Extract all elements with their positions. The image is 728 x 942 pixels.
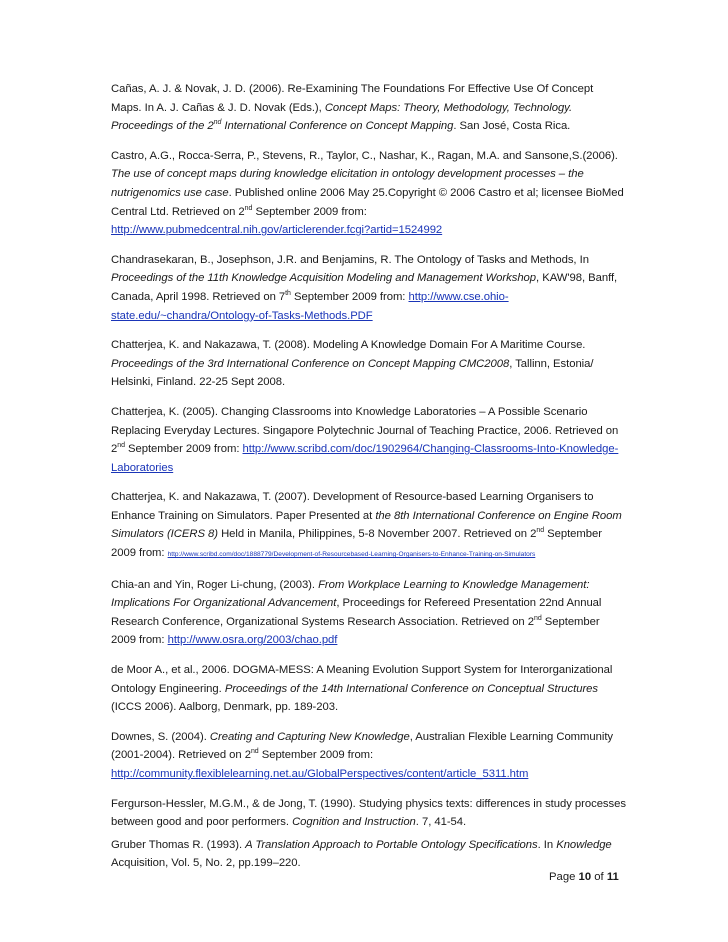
- reference-link[interactable]: http://www.cse.ohio-state.edu/~chandra/Ontology-of-Tasks-Methods.PDF: [111, 290, 509, 322]
- reference-text: Acquisition, Vol. 5, No. 2, pp.199–220.: [111, 857, 301, 870]
- reference-italic-title: International Conference on Concept Mapping: [221, 120, 454, 133]
- ordinal-superscript: nd: [117, 442, 125, 450]
- reference-text: , Australian Flexible Learning Community (2001-2004). Retrieved on 2: [111, 730, 614, 762]
- reference-text: . In: [537, 838, 557, 851]
- reference-italic-title: Knowledge: [556, 838, 612, 851]
- reference-text: . San José, Costa Rica.: [453, 120, 571, 133]
- reference-entry: [111, 251, 626, 325]
- reference-link[interactable]: http://community.flexiblelearning.net.au/GlobalPerspectives/content/article_5311.htm: [111, 768, 529, 780]
- reference-text: . Published online 2006 May 25.Copyright © 2006 Castro et al; licensee BioMed Central Ltd. Retrieved on 2: [111, 186, 624, 218]
- reference-text: Chatterjea, K. (2005). Changing Classrooms into Knowledge Laboratories – A Possible Scenario Replacing Everyday Lectures. Singapore Polytechnic Journal of Teaching Practice, 2006. Retrieved on 2: [111, 405, 619, 456]
- reference-entry: [111, 836, 626, 873]
- reference-italic-title: Cognition and Instruction: [292, 816, 416, 829]
- ordinal-superscript: nd: [534, 615, 542, 623]
- reference-italic-title: Proceedings of the 11th Knowledge Acquisition Modeling and Management Workshop: [111, 272, 537, 285]
- reference-italic-title: The use of concept maps during knowledge elicitation in ontology development processes – the nutrigenomics use case: [111, 168, 584, 199]
- reference-text: Fergurson-Hessler, M.G.M., & de Jong, T. (1990). Studying physics texts: differences in study processes between good and poor performers.: [111, 797, 626, 829]
- reference-entry: [111, 795, 626, 832]
- reference-italic-title: Proceedings of the 3rd International Conference on Concept Mapping CMC2008: [111, 357, 510, 370]
- reference-text: (ICCS 2006). Aalborg, Denmark, pp. 189-203.: [111, 701, 339, 714]
- reference-text: Chia-an and Yin, Roger Li-chung, (2003).: [111, 578, 319, 591]
- ordinal-superscript: nd: [213, 119, 222, 127]
- reference-text: Cañas, A. J. & Novak, J. D. (2006). Re-Examining The Foundations For Effective Use Of Concept Maps. In A. J. Cañas & J. D. Novak (Eds.),: [111, 83, 594, 114]
- total-pages-number: 11: [606, 871, 619, 883]
- reference-entry: [111, 147, 626, 240]
- reference-entry: [111, 728, 626, 784]
- current-page-number: 10: [578, 871, 592, 883]
- reference-entry: [111, 403, 626, 477]
- reference-text: September 2009 from:: [290, 290, 409, 303]
- reference-link[interactable]: http://www.osra.org/2003/chao.pdf: [167, 634, 338, 647]
- reference-text: , KAW'98, Banff, Canada, April 1998. Retrieved on 7: [111, 272, 618, 303]
- ordinal-superscript: th: [285, 290, 291, 298]
- page-footer: [549, 871, 619, 883]
- reference-text: September 2009 from:: [111, 615, 600, 647]
- reference-italic-title: From Workplace Learning to Knowledge Management: Implications For Organizational Advancement: [111, 578, 590, 610]
- reference-text: September 2009 from:: [252, 205, 367, 218]
- reference-italic-title: Creating and Capturing New Knowledge: [209, 730, 410, 743]
- ordinal-superscript: nd: [244, 204, 253, 212]
- reference-italic-title: the 8th International Conference on Engine Room Simulators (ICERS 8): [111, 509, 622, 541]
- reference-text: . 7, 41-54.: [415, 816, 467, 829]
- reference-text: , Proceedings for Refereed Presentation 22nd Annual Research Conference, Organizational Systems Research Association. Retrieved on 2: [111, 597, 602, 628]
- reference-italic-title: Proceedings of the 14th International Conference on Conceptual Structures: [224, 682, 598, 695]
- reference-text: September 2009 from:: [124, 443, 243, 456]
- reference-text: Gruber Thomas R. (1993).: [111, 838, 246, 851]
- reference-italic-title: Concept Maps: Theory, Methodology, Technology. Proceedings of the 2: [111, 101, 573, 133]
- reference-text: Chandrasekaran, B., Josephson, J.R. and Benjamins, R. The Ontology of Tasks and Methods, In: [111, 253, 589, 266]
- reference-text: Castro, A.G., Rocca-Serra, P., Stevens, R., Taylor, C., Nashar, K., Ragan, M.A. and Sansone,S.(2006).: [111, 149, 618, 162]
- reference-entry: [111, 80, 626, 136]
- reference-text: Downes, S. (2004).: [111, 730, 210, 743]
- reference-text: Chatterjea, K. and Nakazawa, T. (2008). Modeling A Knowledge Domain For A Maritime Course.: [111, 339, 586, 352]
- reference-link[interactable]: http://www.pubmedcentral.nih.gov/articlerender.fcgi?artid=1524992: [111, 224, 443, 237]
- reference-entry: [111, 661, 626, 717]
- reference-text: September 2009 from:: [258, 749, 374, 762]
- page-label: Page: [549, 871, 576, 883]
- reference-link[interactable]: http://www.scribd.com/doc/1888779/Development-of-Resourcebased-Learning-Organisers-to-Enhance-Training-on-Simulators: [167, 551, 536, 559]
- reference-text: Chatterjea, K. and Nakazawa, T. (2007). Development of Resource-based Learning Organisers to Enhance Training on Simulators. Paper Presented at: [111, 491, 594, 522]
- reference-list: [111, 80, 626, 884]
- reference-entry: [111, 576, 626, 650]
- reference-entry: [111, 488, 626, 564]
- reference-link[interactable]: http://www.scribd.com/doc/1902964/Changing-Classrooms-Into-Knowledge-Laboratories: [111, 443, 619, 474]
- reference-entry: [111, 336, 626, 392]
- reference-text: September 2009 from:: [111, 528, 602, 560]
- ordinal-superscript: nd: [536, 527, 545, 535]
- ordinal-superscript: nd: [250, 748, 259, 756]
- reference-text: de Moor A., et al., 2006. DOGMA-MESS: A Meaning Evolution Support System for Interorganizational Ontology Engineering.: [111, 664, 613, 695]
- page-of-label: of: [594, 871, 604, 883]
- reference-italic-title: A Translation Approach to Portable Ontology Specifications: [245, 838, 538, 851]
- reference-text: Held in Manila, Philippines, 5-8 November 2007. Retrieved on 2: [217, 528, 537, 541]
- reference-text: , Tallinn, Estonia/ Helsinki, Finland. 22-25 Sept 2008.: [111, 357, 594, 389]
